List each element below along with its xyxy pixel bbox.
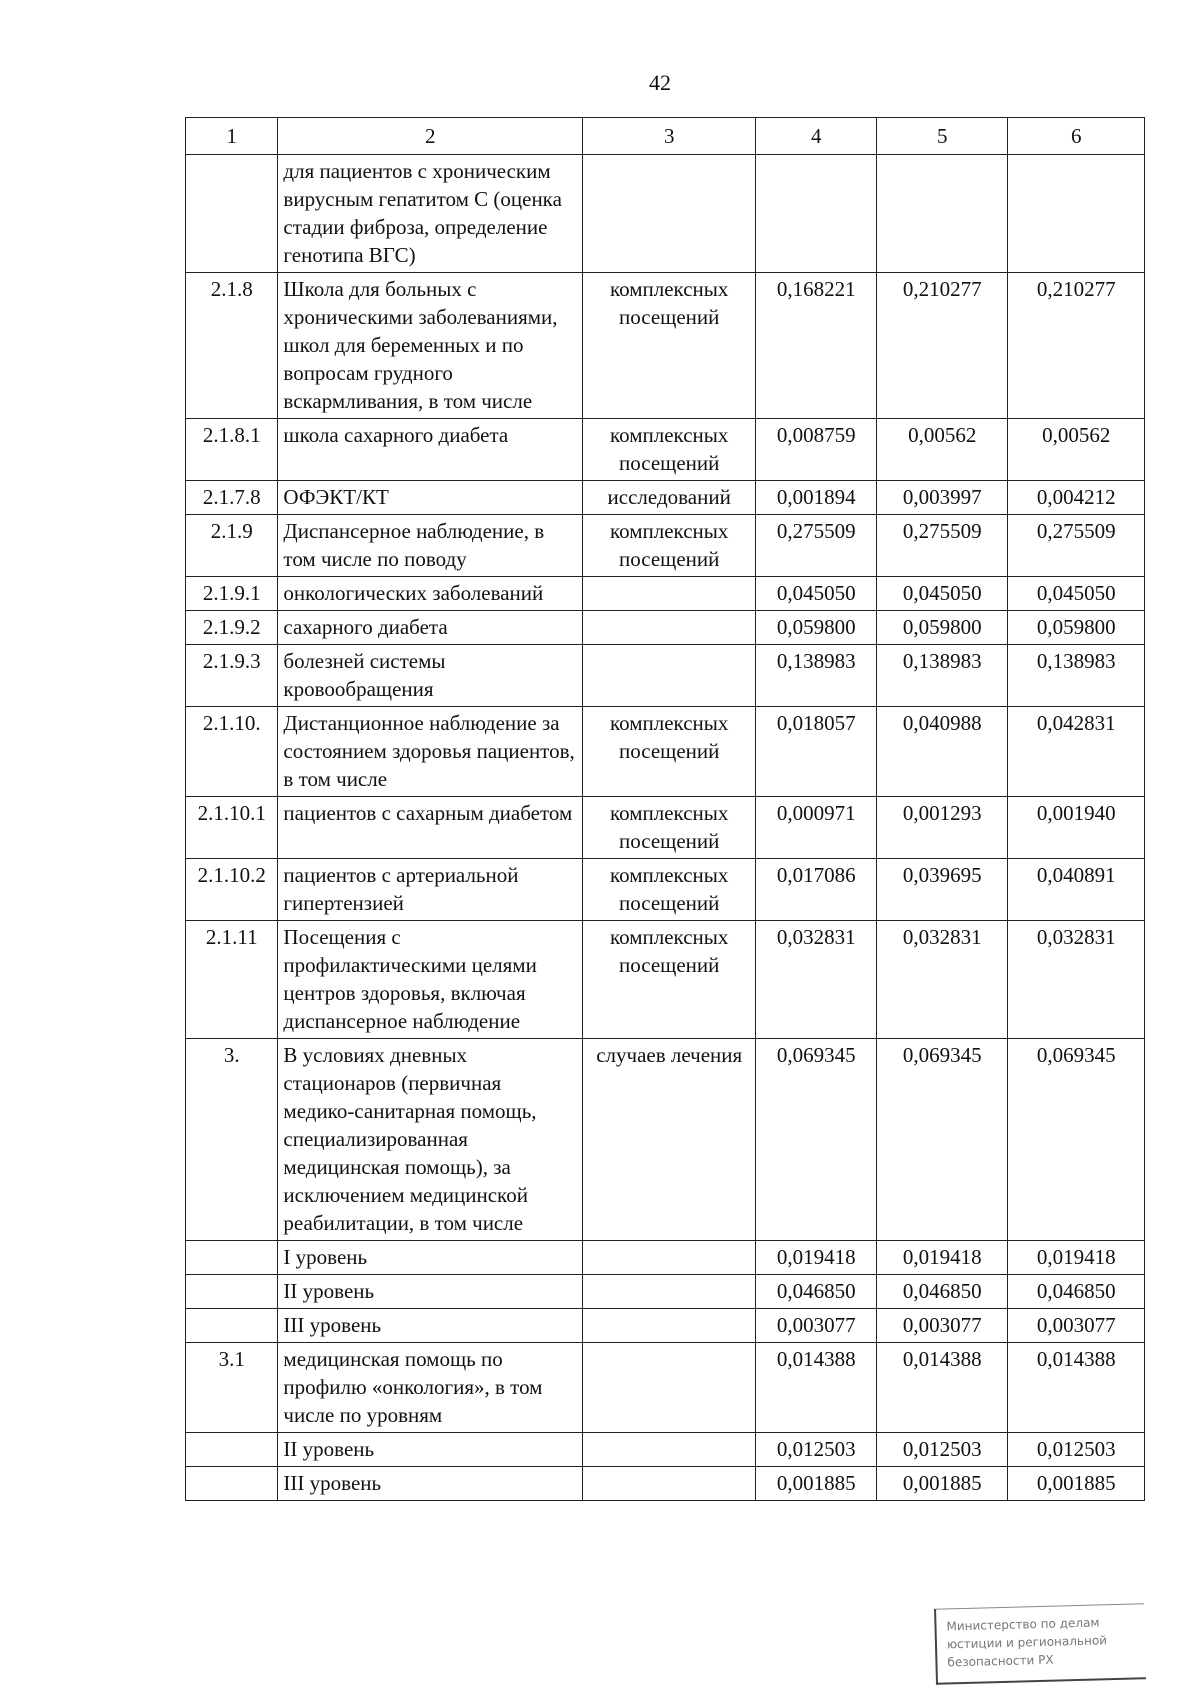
row-number: 2.1.8.1 xyxy=(186,419,278,481)
table-row xyxy=(186,859,1145,921)
row-value-col4: 0,138983 xyxy=(756,645,877,707)
row-value-col5: 0,210277 xyxy=(877,273,1008,419)
row-indicator: сахарного диабета xyxy=(278,611,583,645)
header-cell-2: 2 xyxy=(278,118,583,155)
row-value-col4: 0,003077 xyxy=(756,1309,877,1343)
row-value-col4: 0,017086 xyxy=(756,859,877,921)
row-value-col5: 0,003997 xyxy=(877,481,1008,515)
row-unit: комплексных посещений xyxy=(583,797,756,859)
row-unit xyxy=(583,645,756,707)
row-value-col4: 0,275509 xyxy=(756,515,877,577)
header-cell-1: 1 xyxy=(186,118,278,155)
table-row xyxy=(186,1467,1145,1501)
row-unit: комплексных посещений xyxy=(583,515,756,577)
stamp-line-3: безопасности РХ xyxy=(947,1652,1054,1670)
page-number: 42 xyxy=(649,70,671,95)
row-value-col6: 0,032831 xyxy=(1008,921,1145,1039)
row-value-col6: 0,042831 xyxy=(1008,707,1145,797)
row-value-col4: 0,014388 xyxy=(756,1343,877,1433)
row-value-col5: 0,069345 xyxy=(877,1039,1008,1241)
row-indicator: В условиях дневных стационаров (первичная медико-санитарная помощь, специализированная медицинская помощь), за исключением медицинской реабилитации, в том числе xyxy=(278,1039,583,1241)
table-body xyxy=(186,118,1145,1501)
row-value-col6: 0,012503 xyxy=(1008,1433,1145,1467)
row-value-col5: 0,003077 xyxy=(877,1309,1008,1343)
row-value-col4: 0,018057 xyxy=(756,707,877,797)
row-unit: случаев лечения xyxy=(583,1039,756,1241)
row-indicator: пациентов с артериальной гипертензией xyxy=(278,859,583,921)
table-row xyxy=(186,1241,1145,1275)
row-indicator: Школа для больных с хроническими заболеваниями, школ для беременных и по вопросам грудного вскармливания, в том числе xyxy=(278,273,583,419)
row-value-col6: 0,040891 xyxy=(1008,859,1145,921)
row-number: 3. xyxy=(186,1039,278,1241)
row-unit xyxy=(583,1433,756,1467)
row-indicator: ОФЭКТ/КТ xyxy=(278,481,583,515)
table-row xyxy=(186,481,1145,515)
table-row xyxy=(186,515,1145,577)
table-row xyxy=(186,611,1145,645)
row-number xyxy=(186,1467,278,1501)
row-value-col5: 0,014388 xyxy=(877,1343,1008,1433)
row-value-col5: 0,045050 xyxy=(877,577,1008,611)
row-value-col5: 0,032831 xyxy=(877,921,1008,1039)
row-indicator: Посещения с профилактическими целями центров здоровья, включая диспансерное наблюдение xyxy=(278,921,583,1039)
row-number: 2.1.10.1 xyxy=(186,797,278,859)
row-value-col6: 0,004212 xyxy=(1008,481,1145,515)
header-cell-5: 5 xyxy=(877,118,1008,155)
row-indicator: для пациентов с хроническим вирусным гепатитом С (оценка стадии фиброза, определение генотипа ВГС) xyxy=(278,155,583,273)
table-row xyxy=(186,419,1145,481)
row-number: 2.1.7.8 xyxy=(186,481,278,515)
row-indicator: I уровень xyxy=(278,1241,583,1275)
row-value-col4: 0,046850 xyxy=(756,1275,877,1309)
header-cell-4: 4 xyxy=(756,118,877,155)
row-value-col5: 0,138983 xyxy=(877,645,1008,707)
table-row xyxy=(186,273,1145,419)
row-unit xyxy=(583,155,756,273)
row-value-col5: 0,00562 xyxy=(877,419,1008,481)
row-number: 2.1.10. xyxy=(186,707,278,797)
row-value-col5: 0,275509 xyxy=(877,515,1008,577)
stamp-line-1: Министерство по делам xyxy=(946,1615,1100,1634)
table-row xyxy=(186,797,1145,859)
row-indicator: II уровень xyxy=(278,1275,583,1309)
row-value-col4: 0,012503 xyxy=(756,1433,877,1467)
row-value-col4 xyxy=(756,155,877,273)
row-unit xyxy=(583,1275,756,1309)
row-number: 2.1.10.2 xyxy=(186,859,278,921)
table-row xyxy=(186,1309,1145,1343)
header-cell-6: 6 xyxy=(1008,118,1145,155)
row-unit xyxy=(583,577,756,611)
row-value-col4: 0,045050 xyxy=(756,577,877,611)
table-row xyxy=(186,155,1145,273)
data-table xyxy=(185,117,1145,1501)
row-value-col4: 0,001894 xyxy=(756,481,877,515)
table-row xyxy=(186,1343,1145,1433)
row-number xyxy=(186,1309,278,1343)
row-value-col6: 0,001940 xyxy=(1008,797,1145,859)
row-value-col6: 0,00562 xyxy=(1008,419,1145,481)
row-value-col5: 0,039695 xyxy=(877,859,1008,921)
row-indicator: Дистанционное наблюдение за состоянием здоровья пациентов, в том числе xyxy=(278,707,583,797)
row-indicator: школа сахарного диабета xyxy=(278,419,583,481)
row-value-col6: 0,001885 xyxy=(1008,1467,1145,1501)
row-number: 2.1.9 xyxy=(186,515,278,577)
row-indicator: онкологических заболеваний xyxy=(278,577,583,611)
header-cell-3: 3 xyxy=(583,118,756,155)
table-row xyxy=(186,707,1145,797)
row-value-col5: 0,001293 xyxy=(877,797,1008,859)
row-value-col6: 0,138983 xyxy=(1008,645,1145,707)
row-value-col6: 0,069345 xyxy=(1008,1039,1145,1241)
row-value-col6: 0,059800 xyxy=(1008,611,1145,645)
row-number: 2.1.8 xyxy=(186,273,278,419)
row-number xyxy=(186,1241,278,1275)
row-value-col5: 0,059800 xyxy=(877,611,1008,645)
row-unit: комплексных посещений xyxy=(583,707,756,797)
table-row xyxy=(186,921,1145,1039)
row-unit xyxy=(583,611,756,645)
row-number xyxy=(186,155,278,273)
row-number: 2.1.9.1 xyxy=(186,577,278,611)
row-number xyxy=(186,1433,278,1467)
row-indicator: болезней системы кровообращения xyxy=(278,645,583,707)
row-value-col4: 0,168221 xyxy=(756,273,877,419)
row-number: 2.1.11 xyxy=(186,921,278,1039)
row-value-col5: 0,040988 xyxy=(877,707,1008,797)
row-unit: комплексных посещений xyxy=(583,419,756,481)
row-indicator: пациентов с сахарным диабетом xyxy=(278,797,583,859)
row-value-col6: 0,019418 xyxy=(1008,1241,1145,1275)
row-value-col4: 0,001885 xyxy=(756,1467,877,1501)
row-value-col6: 0,275509 xyxy=(1008,515,1145,577)
row-value-col5: 0,012503 xyxy=(877,1433,1008,1467)
table-row xyxy=(186,1039,1145,1241)
row-value-col6: 0,210277 xyxy=(1008,273,1145,419)
row-value-col5 xyxy=(877,155,1008,273)
registration-stamp xyxy=(934,1603,1146,1684)
row-number: 2.1.9.3 xyxy=(186,645,278,707)
row-value-col4: 0,059800 xyxy=(756,611,877,645)
row-unit: исследований xyxy=(583,481,756,515)
row-indicator: III уровень xyxy=(278,1309,583,1343)
row-value-col4: 0,008759 xyxy=(756,419,877,481)
row-value-col4: 0,069345 xyxy=(756,1039,877,1241)
row-indicator: медицинская помощь по профилю «онкология», в том числе по уровням xyxy=(278,1343,583,1433)
row-value-col6: 0,014388 xyxy=(1008,1343,1145,1433)
row-unit xyxy=(583,1309,756,1343)
row-value-col4: 0,032831 xyxy=(756,921,877,1039)
header-row xyxy=(186,118,1145,155)
row-unit: комплексных посещений xyxy=(583,273,756,419)
table-row xyxy=(186,577,1145,611)
row-number: 2.1.9.2 xyxy=(186,611,278,645)
table-row xyxy=(186,1433,1145,1467)
row-value-col4: 0,019418 xyxy=(756,1241,877,1275)
row-number xyxy=(186,1275,278,1309)
row-value-col5: 0,019418 xyxy=(877,1241,1008,1275)
row-value-col6: 0,046850 xyxy=(1008,1275,1145,1309)
row-unit xyxy=(583,1467,756,1501)
row-unit: комплексных посещений xyxy=(583,859,756,921)
table-row xyxy=(186,645,1145,707)
row-unit xyxy=(583,1241,756,1275)
row-indicator: Диспансерное наблюдение, в том числе по поводу xyxy=(278,515,583,577)
row-value-col5: 0,046850 xyxy=(877,1275,1008,1309)
row-value-col6: 0,003077 xyxy=(1008,1309,1145,1343)
row-indicator: II уровень xyxy=(278,1433,583,1467)
row-unit: комплексных посещений xyxy=(583,921,756,1039)
row-number: 3.1 xyxy=(186,1343,278,1433)
table-row xyxy=(186,1275,1145,1309)
row-indicator: III уровень xyxy=(278,1467,583,1501)
row-value-col4: 0,000971 xyxy=(756,797,877,859)
stamp-line-2: юстиции и региональной xyxy=(946,1633,1108,1652)
row-unit xyxy=(583,1343,756,1433)
row-value-col5: 0,001885 xyxy=(877,1467,1008,1501)
row-value-col6 xyxy=(1008,155,1145,273)
row-value-col6: 0,045050 xyxy=(1008,577,1145,611)
